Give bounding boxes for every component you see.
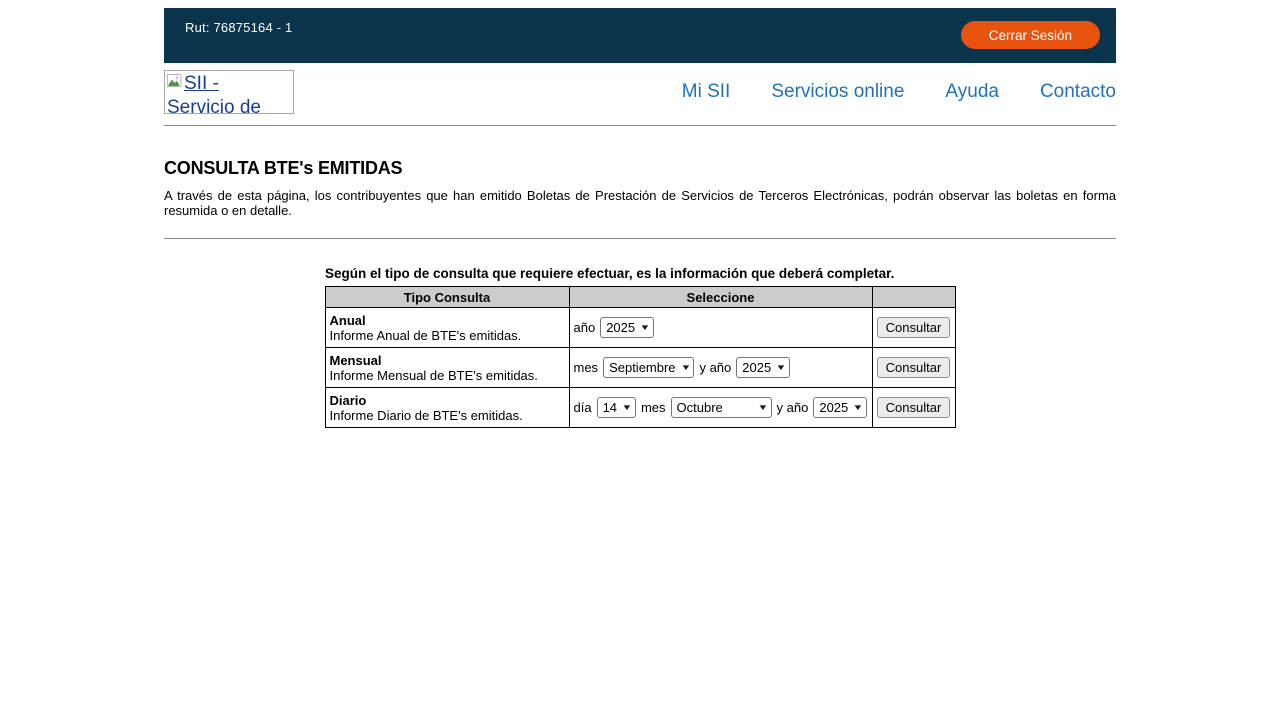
logout-button[interactable]: Cerrar Sesión xyxy=(961,21,1100,49)
mensual-year-select[interactable]: 2025 ▼ xyxy=(736,357,790,378)
chevron-down-icon: ▼ xyxy=(852,403,864,412)
anual-consultar-button[interactable]: Consultar xyxy=(877,317,951,338)
chevron-down-icon: ▼ xyxy=(621,403,633,412)
content-divider xyxy=(164,238,1116,239)
anual-button-cell xyxy=(872,308,955,348)
instruction-text: Según el tipo de consulta que requiere efectuar, es la información que deberá completar. xyxy=(325,266,895,281)
diario-day-label: día xyxy=(573,400,592,415)
mensual-title: Mensual xyxy=(329,352,382,368)
nav-servicios-online[interactable]: Servicios online xyxy=(771,81,905,102)
diario-select-cell xyxy=(569,388,872,428)
table-row-diario xyxy=(325,388,955,428)
mensual-consultar-button[interactable]: Consultar xyxy=(877,357,951,378)
mensual-button-cell xyxy=(872,348,955,388)
diario-button-cell xyxy=(872,388,955,428)
header-tipo-consulta: Tipo Consulta xyxy=(325,287,569,308)
diario-consultar-button[interactable]: Consultar xyxy=(877,397,951,418)
nav-ayuda[interactable]: Ayuda xyxy=(945,81,999,102)
mensual-select-cell xyxy=(569,348,872,388)
chevron-down-icon: ▼ xyxy=(639,323,651,332)
anual-select-cell xyxy=(569,308,872,348)
table-row-anual xyxy=(325,308,955,348)
table-header-row xyxy=(325,287,955,308)
anual-title: Anual xyxy=(329,312,366,328)
topbar xyxy=(164,8,1116,63)
page-title: CONSULTA BTE's EMITIDAS xyxy=(164,158,403,178)
diario-day-select[interactable]: 14 ▼ xyxy=(597,397,636,418)
page-container xyxy=(164,8,1116,428)
broken-image-icon xyxy=(167,72,183,96)
chevron-down-icon: ▼ xyxy=(679,363,692,372)
mensual-month-label: mes xyxy=(573,360,599,375)
diario-type-cell xyxy=(325,388,569,428)
anual-type-cell xyxy=(325,308,569,348)
sii-logo-broken-image[interactable] xyxy=(164,70,294,114)
mensual-desc: Informe Mensual de BTE's emitidas. xyxy=(329,367,538,383)
logo-alt-text: SII - Servicio de xyxy=(167,73,261,114)
anual-year-label: año xyxy=(573,320,596,335)
header-divider xyxy=(164,125,1116,126)
mensual-type-cell xyxy=(325,348,569,388)
diario-year-label: y año xyxy=(776,400,809,415)
diario-year-select[interactable]: 2025 ▼ xyxy=(813,397,867,418)
diario-month-select[interactable]: Octubre ▼ xyxy=(671,397,772,418)
diario-desc: Informe Diario de BTE's emitidas. xyxy=(329,407,523,423)
mensual-year-label: y año xyxy=(699,360,732,375)
header-seleccione: Seleccione xyxy=(569,287,872,308)
chevron-down-icon: ▼ xyxy=(757,403,769,412)
main-nav xyxy=(682,81,1116,103)
header-empty xyxy=(872,287,955,308)
mensual-month-select[interactable]: Septiembre ▼ xyxy=(603,357,694,378)
nav-mi-sii[interactable]: Mi SII xyxy=(681,81,731,102)
diario-title: Diario xyxy=(329,392,367,408)
table-row-mensual xyxy=(325,348,955,388)
site-header xyxy=(164,70,1116,114)
anual-year-select[interactable]: 2025 ▼ xyxy=(600,317,654,338)
diario-month-label: mes xyxy=(640,400,666,415)
nav-contacto[interactable]: Contacto xyxy=(1039,81,1116,102)
rut-label: Rut: 76875164 - 1 xyxy=(185,20,293,35)
anual-desc: Informe Anual de BTE's emitidas. xyxy=(329,327,522,343)
page-description: A través de esta página, los contribuyentes que han emitido Boletas de Prestación de Servicios de Terceros Electrónicas, podrán observar las boletas en forma resumida o en detalle. xyxy=(164,188,1116,218)
consulta-table xyxy=(325,286,956,428)
chevron-down-icon: ▼ xyxy=(775,363,787,372)
